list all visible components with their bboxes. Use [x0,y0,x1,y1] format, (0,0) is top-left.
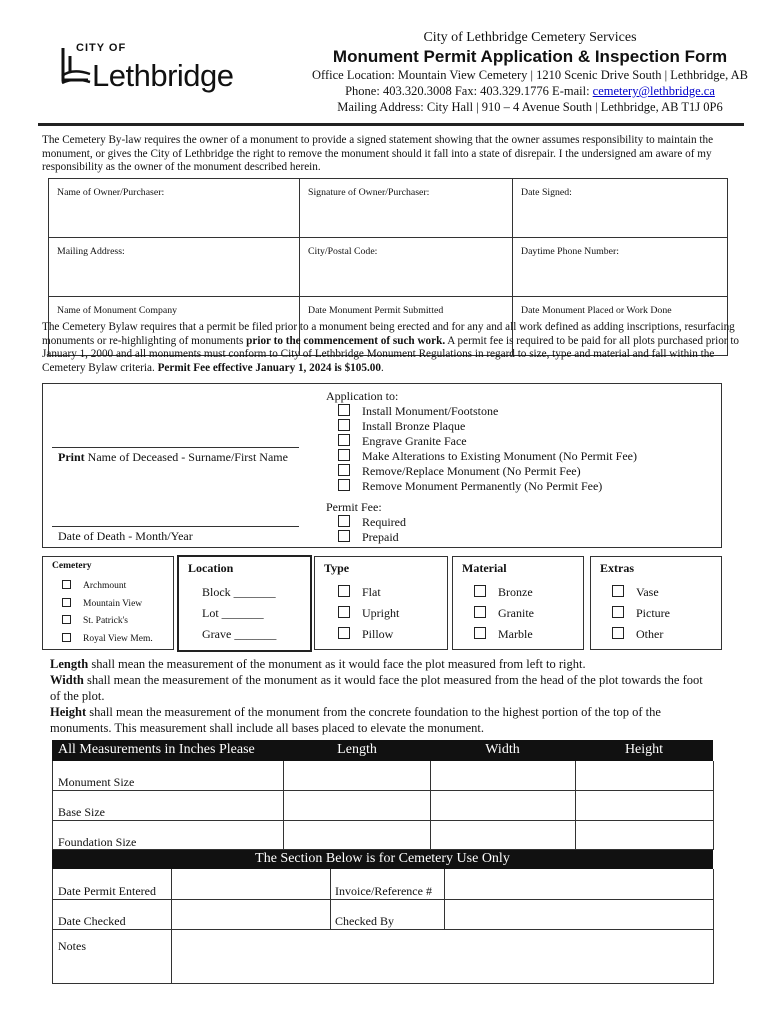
mailing-address: Mailing Address: City Hall | 910 – 4 Avenue South | Lethbridge, AB T1J 0P6 [337,100,723,114]
checkbox[interactable] [338,479,350,491]
death-date-label: Date of Death - Month/Year [58,529,193,543]
monument-company-field[interactable]: Name of Monument Company [49,297,300,356]
length-column-header: Length [337,742,377,757]
application-option[interactable]: Install Monument/Footstone [338,404,637,419]
application-option[interactable]: Remove Monument Permanently (No Permit Fee) [338,479,637,494]
department-name: City of Lethbridge Cemetery Services [423,30,637,45]
material-heading: Material [462,561,507,575]
fee-option[interactable]: Required [338,515,406,530]
phone-field[interactable]: Daytime Phone Number: [513,238,728,297]
permit-submitted-field[interactable]: Date Monument Permit Submitted [300,297,513,356]
column-divider [171,869,172,984]
intro-paragraph: The Cemetery By-law requires the owner of a monument to provide a signed statement showing that the owner assumes responsibility to maintain the monument, or gives the City of Lethbridge the right to remove the monument should it fall into a state of disrepair. I the undersigned am aware of my responsibility as the owner of the monument described herein. [42,134,714,173]
checked-by-label: Checked By [335,914,394,928]
checkbox[interactable] [62,633,71,642]
cemetery-heading: Cemetery [52,561,92,571]
column-divider [430,761,431,850]
type-option[interactable]: Flat [338,582,399,603]
column-divider [575,761,576,850]
block-field[interactable]: Block _______ [202,585,276,599]
checkbox[interactable] [474,585,486,597]
checkbox[interactable] [338,606,350,618]
checkbox[interactable] [612,606,624,618]
material-option[interactable]: Bronze [474,582,534,603]
death-date-line[interactable] [52,526,299,527]
column-divider [283,761,284,850]
application-option[interactable]: Install Bronze Plaque [338,419,637,434]
date-checked-label: Date Checked [58,914,126,928]
extras-options [612,582,670,645]
base-size-label: Base Size [58,805,105,819]
checkbox[interactable] [338,434,350,446]
foundation-size-label: Foundation Size [58,835,137,849]
checkbox[interactable] [338,627,350,639]
checkbox[interactable] [612,585,624,597]
height-definition: Height shall mean the measurement of the monument from the concrete foundation to the highest portion of the top of the monuments. This measurement shall include all bases placed to elevate the monument. [50,705,661,735]
logo-city-of: CITY OF [76,42,127,54]
length-definition: Length shall mean the measurement of the monument as it would face the plot measured from left to right. [50,657,586,671]
checkbox[interactable] [62,580,71,589]
invoice-label: Invoice/Reference # [335,884,432,898]
extras-heading: Extras [600,561,634,575]
date-placed-field[interactable]: Date Monument Placed or Work Done [513,297,728,356]
cemetery-option[interactable]: Archmount [62,578,153,596]
measurements-grid [52,761,714,850]
type-option[interactable]: Pillow [338,624,399,645]
form-title: Monument Permit Application & Inspection Form [332,47,728,66]
material-option[interactable]: Granite [474,603,534,624]
grave-field[interactable]: Grave _______ [202,627,277,641]
owner-name-field[interactable]: Name of Owner/Purchaser: [49,179,300,238]
permit-fee-heading: Permit Fee: [326,500,382,514]
date-entered-label: Date Permit Entered [58,884,156,898]
column-divider [330,869,331,930]
type-heading: Type [324,561,350,575]
logo-name: Lethbridge [92,58,234,93]
application-heading: Application to: [326,389,399,403]
checkbox[interactable] [338,404,350,416]
width-definition: Width shall mean the measurement of the monument as it would face the plot measured from the head of the plot towards the foot of the plot. [50,673,703,703]
application-option[interactable]: Remove/Replace Monument (No Permit Fee) [338,464,637,479]
permit-paragraph: The Cemetery Bylaw requires that a permit be filed prior to a monument being erected and for any and all work defined as adding inscriptions, resurfacing monuments or re-highlighting of monuments prior to the commencement of such work. A permit fee is required to be paid for all plots purchased prior to January 1, 2000 and all monuments must conform to City of Lethbridge Monument Regulations in regard to size, type and material and fall within the Cemetery Bylaw criteria. Permit Fee effective January 1, 2024 is $105.00. [42,321,740,374]
checkbox[interactable] [338,419,350,431]
checkbox[interactable] [338,515,350,527]
location-fields [202,582,276,645]
mailing-address-field[interactable]: Mailing Address: [49,238,300,297]
row-divider [52,899,713,900]
row-divider [52,790,713,791]
measurement-definitions [50,656,710,736]
cemetery-option[interactable]: Royal View Mem. [62,631,153,649]
application-options [338,404,637,494]
header-divider [38,123,744,126]
lot-field[interactable]: Lot _______ [202,606,264,620]
deceased-name-line[interactable] [52,447,299,448]
cemetery-option[interactable]: Mountain View [62,596,153,614]
fee-option[interactable]: Prepaid [338,530,406,545]
permit-fee-options [338,515,406,545]
row-divider [52,929,713,930]
type-option[interactable]: Upright [338,603,399,624]
office-use-heading: The Section Below is for Cemetery Use Only [255,851,510,866]
checkbox[interactable] [338,530,350,542]
email-link[interactable]: cemetery@lethbridge.ca [592,84,715,98]
deceased-name-label: Print Name of Deceased - Surname/First Name [58,450,288,464]
checkbox[interactable] [474,627,486,639]
checkbox[interactable] [62,598,71,607]
measurements-heading: All Measurements in Inches Please [58,742,255,757]
checkbox[interactable] [62,615,71,624]
width-column-header: Width [485,742,520,757]
application-option[interactable]: Engrave Granite Face [338,434,637,449]
checkbox[interactable] [338,585,350,597]
date-signed-field[interactable]: Date Signed: [513,179,728,238]
location-heading: Location [188,561,234,575]
monument-size-label: Monument Size [58,775,135,789]
checkbox[interactable] [338,449,350,461]
office-location: Office Location: Mountain View Cemetery | 1210 Scenic Drive South | Lethbridge, AB [312,68,748,82]
notes-label: Notes [58,939,86,953]
checkbox[interactable] [474,606,486,618]
extras-option[interactable]: Other [612,624,670,645]
extras-option[interactable]: Picture [612,603,670,624]
cemetery-option[interactable]: St. Patrick's [62,613,153,631]
material-option[interactable]: Marble [474,624,534,645]
cemetery-options [62,578,153,648]
extras-option[interactable]: Vase [612,582,670,603]
type-options [338,582,399,645]
row-divider [52,820,713,821]
checkbox[interactable] [612,627,624,639]
height-column-header: Height [624,742,664,757]
owner-signature-field[interactable]: Signature of Owner/Purchaser: [300,179,513,238]
checkbox[interactable] [338,464,350,476]
application-option[interactable]: Make Alterations to Existing Monument (No Permit Fee) [338,449,637,464]
column-divider [444,869,445,930]
contact-line: Phone: 403.320.3008 Fax: 403.329.1776 E-mail: cemetery@lethbridge.ca [345,84,715,98]
city-postal-field[interactable]: City/Postal Code: [300,238,513,297]
material-options [474,582,534,645]
